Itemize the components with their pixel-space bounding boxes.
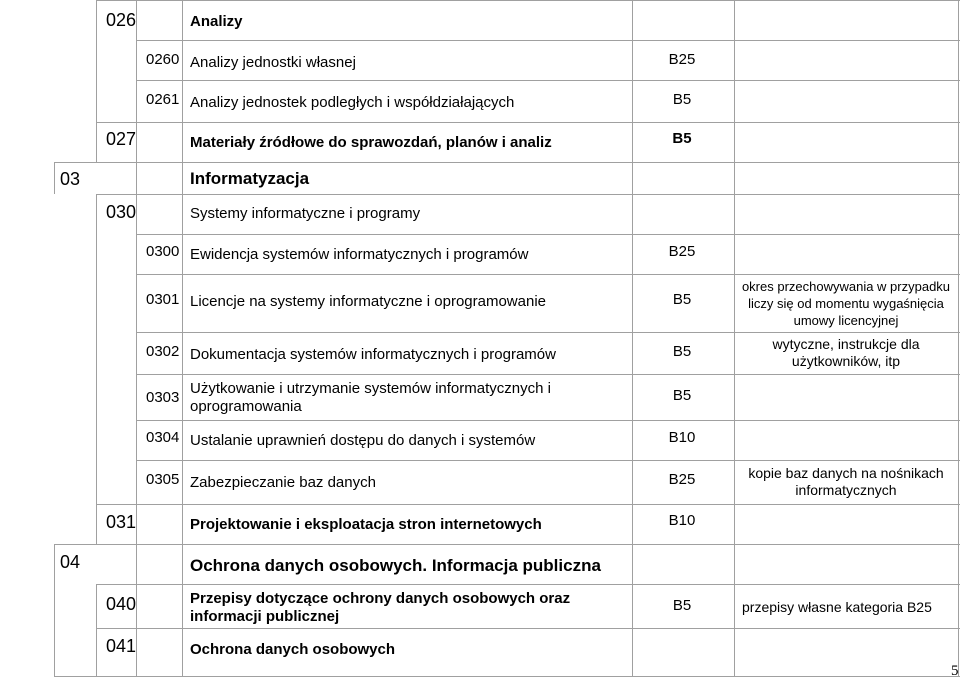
category-value: B5 <box>672 597 692 614</box>
category-value: B5 <box>672 130 692 147</box>
entry-code: 0260 <box>146 51 180 68</box>
column-divider <box>96 194 97 544</box>
entry-name: Dokumentacja systemów informatycznych i programów <box>190 346 556 363</box>
section-name: Analizy <box>190 13 243 30</box>
category-value: B5 <box>672 387 692 404</box>
row-divider <box>96 628 960 629</box>
row-divider <box>54 544 960 545</box>
remark-text: wytyczne, instrukcje dla użytkowników, itp <box>772 336 920 369</box>
row-divider <box>54 162 960 163</box>
entry-code: 0305 <box>146 471 180 488</box>
category-value: B25 <box>668 471 696 488</box>
section-code: 026 <box>106 10 137 30</box>
section-code: 031 <box>106 512 137 532</box>
entry-name: Licencje na systemy informatyczne i oprogramowanie <box>190 293 546 310</box>
entry-name: Ewidencja systemów informatycznych i programów <box>190 246 529 263</box>
entry-name: Zabezpieczanie baz danych <box>190 474 376 491</box>
row-divider <box>96 194 960 195</box>
entry-code: 0302 <box>146 343 180 360</box>
category-value: B25 <box>668 243 696 260</box>
column-divider <box>632 0 633 676</box>
row-divider <box>96 0 960 1</box>
category-value: B10 <box>668 429 696 446</box>
row-divider <box>136 332 960 333</box>
category-value: B5 <box>672 343 692 360</box>
column-divider <box>734 0 735 676</box>
section-name: Projektowanie i eksploatacja stron internetowych <box>190 516 542 533</box>
column-divider <box>54 544 55 676</box>
entry-name: Analizy jednostki własnej <box>190 54 356 71</box>
row-divider <box>136 374 960 375</box>
column-divider <box>182 0 183 676</box>
section-code: 040 <box>106 594 137 614</box>
row-divider <box>136 40 960 41</box>
entry-code: 0300 <box>146 243 180 260</box>
category-value: B10 <box>668 512 696 529</box>
row-divider <box>96 122 960 123</box>
column-divider <box>96 584 97 676</box>
section-name: Materiały źródłowe do sprawozdań, planów i analiz <box>190 134 552 151</box>
group-code: 03 <box>60 169 81 189</box>
group-name: Informatyzacja <box>190 169 310 188</box>
remark-text: przepisy własne kategoria B25 <box>742 599 932 615</box>
category-value: B25 <box>668 51 696 68</box>
section-name: Przepisy dotyczące ochrony danych osobowych oraz informacji publicznej <box>190 590 571 625</box>
entry-code: 0301 <box>146 291 180 308</box>
section-code: 030 <box>106 202 137 222</box>
category-value: B5 <box>672 291 692 308</box>
group-name: Ochrona danych osobowych. Informacja publiczna <box>190 556 601 575</box>
row-divider <box>96 584 960 585</box>
section-code: 027 <box>106 129 137 149</box>
entry-code: 0304 <box>146 429 180 446</box>
entry-name: Analizy jednostek podległych i współdziałających <box>190 94 515 111</box>
row-divider <box>136 460 960 461</box>
row-divider <box>96 504 960 505</box>
column-divider <box>958 0 959 676</box>
entry-code: 0261 <box>146 91 180 108</box>
column-divider <box>54 162 55 194</box>
section-name: Systemy informatyczne i programy <box>190 205 421 222</box>
entry-name: Użytkowanie i utrzymanie systemów informatycznych i oprogramowania <box>190 380 551 415</box>
entry-code: 0303 <box>146 389 180 406</box>
row-divider <box>136 420 960 421</box>
entry-name: Ustalanie uprawnień dostępu do danych i systemów <box>190 432 536 449</box>
category-value: B5 <box>672 91 692 108</box>
remark-text: kopie baz danych na nośnikach informatycznych <box>748 465 944 498</box>
column-divider <box>136 0 137 676</box>
row-divider <box>136 80 960 81</box>
row-divider <box>136 274 960 275</box>
remark-text: okres przechowywania w przypadku liczy się od momentu wygaśnięcia umowy licencyjnej <box>741 279 951 328</box>
section-code: 041 <box>106 636 137 656</box>
page-number: 5 <box>951 663 959 679</box>
section-name: Ochrona danych osobowych <box>190 641 396 658</box>
group-code: 04 <box>60 552 81 572</box>
column-divider <box>96 0 97 162</box>
row-divider <box>136 234 960 235</box>
